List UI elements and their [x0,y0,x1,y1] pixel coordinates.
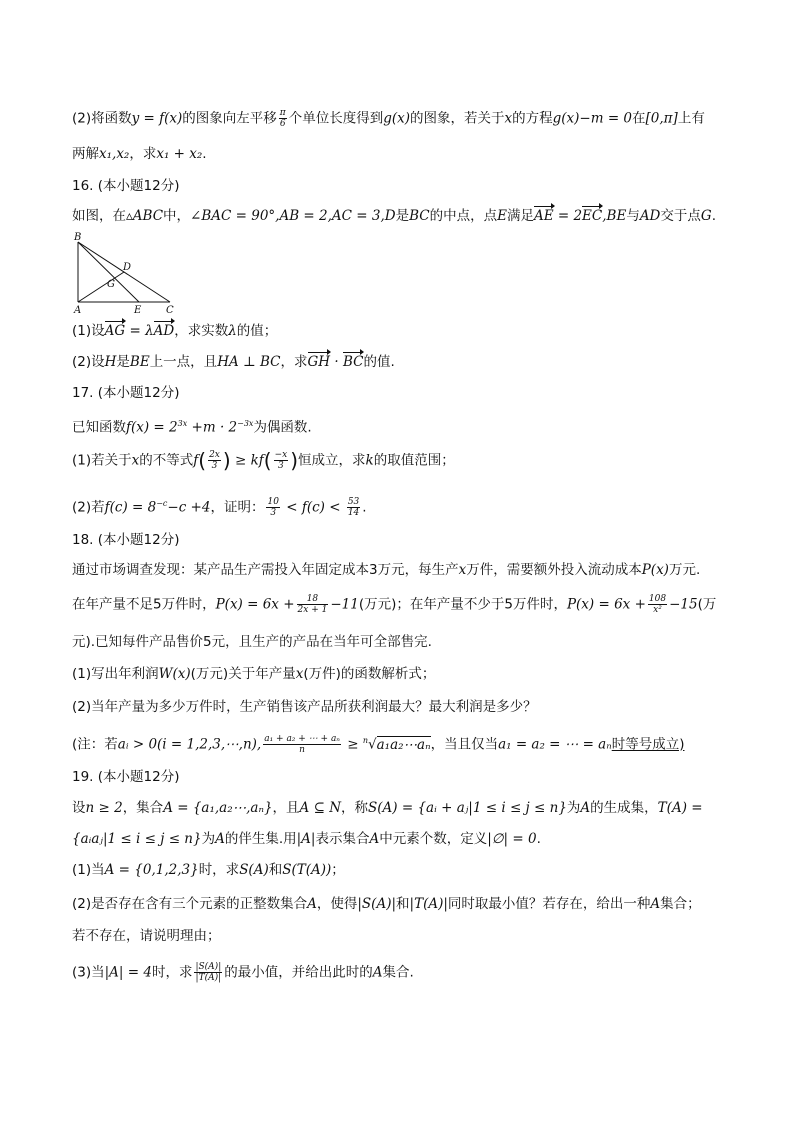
q19-part1 [72,860,345,880]
math: ∠BAC = 90°,AB = 2,AC = 3,D [190,208,396,224]
text: ，且 [272,800,300,816]
q16-header: 16. (本小题12分) [72,178,180,194]
fraction: $\frac{|S(A)|}{|T(A)|}$ [195,962,222,983]
text: 的伴生集.用 [224,831,297,847]
text: . [536,831,541,847]
text: . [711,208,716,224]
math: g(x)−m = 0 [552,110,633,127]
text: 的值. [363,354,395,370]
text: 的取值范围； [373,452,455,469]
text: (注：若 [72,736,118,753]
text: (万元)；在年产量不少于5万件时， [358,596,567,613]
fraction: $\frac{18}{2x + 1}$ [297,594,328,615]
text: 个单位长度得到 [288,110,384,127]
math: x₁ + x₂ [156,146,203,162]
text: 的图象，若关于 [410,110,505,127]
text: 上一点，且 [149,354,218,370]
math: A [369,831,380,847]
q19-header: 19. (本小题12分) [72,769,180,785]
vector-ec: EC [582,208,603,224]
q17-stem [72,414,312,438]
text: ，求 [280,354,308,370]
math: λ [228,323,237,339]
exponent: −c [156,499,168,508]
math: |T(A)| [409,896,448,912]
math: HA ⊥ BC [217,354,281,370]
math: H [104,354,117,370]
label-g: G [107,279,115,290]
q15-part2-line2 [72,144,207,164]
math: x₁,x₂ [99,146,130,162]
q18-line1 [72,560,700,580]
text: 时，求 [151,964,193,981]
math: S(T(A)) [282,862,332,878]
text: 恒成立，求 [298,452,366,469]
text: 满足 [506,208,534,224]
fraction: $\frac{108}{\text{x²}}$ [648,594,667,615]
radical-sign: √ [368,736,377,753]
q18-note [72,731,684,755]
math: A [372,964,383,981]
math: −15 [669,596,698,613]
fraction: $\frac{10}{3}$ [267,497,279,518]
q19-part3 [72,962,414,983]
math: P(x) = 6x + [566,596,646,613]
math: a₁ = a₂ = ⋯ = aₙ [498,736,612,753]
text: (万 [697,596,717,613]
math: A [307,896,317,912]
fraction-pi-over-6: $\frac{\pi}{6}$ [279,108,286,129]
text: . [202,146,207,162]
q18-part2: (2)当年产量为多少万件时，生产销售该产品所获利润最大？最大利润是多少？ [72,699,537,715]
math: BC [409,208,430,224]
text: (2)将函数 [72,110,132,127]
text: 如图，在 [72,208,126,224]
text: 万件，需要额外投入流动成本 [466,562,642,578]
radicand: a₁a₂⋯aₙ [376,736,431,753]
text: 与 [626,208,640,224]
math: f [193,452,199,469]
text: (1)当 [72,862,105,878]
math: n ≥ 2 [85,800,123,816]
text: 通过市场调查发现：某产品生产需投入年固定成本3万元，每生产 [72,562,459,578]
text: 的中点，点 [429,208,498,224]
text: ，当且仅当 [430,736,499,753]
text: 为 [201,831,216,847]
q19-part2-line1 [72,894,701,914]
segment-ad [78,272,124,302]
math: |A| = 4 [104,964,152,981]
text: 的生成集， [590,800,658,816]
math: P(x) [641,562,669,578]
label-b: B [74,232,82,243]
math: ≥ kf [230,452,264,469]
math: {aᵢaⱼ|1 ≤ i ≤ j ≤ n} [72,831,202,847]
text: 在年产量不足5万件时， [72,596,216,613]
label-d: D [123,262,132,273]
math: ▵ABC [126,208,164,224]
math: +m · 2 [187,419,238,436]
math: A [580,800,591,816]
text: 时等号成立) [611,736,685,753]
text: 的最小值，并给出此时的 [224,964,373,981]
q18-line2 [72,594,716,615]
text: 为 [566,800,581,816]
text: 和 [268,862,283,878]
exponent: 3x [177,419,188,428]
text: (万元)关于年产量 [190,666,296,682]
text: 的不等式 [139,452,194,469]
text: 上有 [677,110,705,127]
text: ，证明： [210,499,265,516]
q18-part1 [72,664,435,684]
math: = 2 [553,208,583,224]
vector-bc: BC [342,354,364,370]
math: W(x) [158,666,191,682]
math: y = f(x) [131,110,183,127]
math: aᵢ > 0(i = 1,2,3,⋯,n), [117,736,262,753]
text: (2)若 [72,499,105,516]
text: 设 [72,800,86,816]
text: 集合. [382,964,414,981]
text: (万件)的函数解析式； [303,666,436,682]
text: 同时取最小值？若存在，给出一种 [447,896,651,912]
text: 中元素个数，定义 [379,831,488,847]
math: k [365,452,374,469]
text: 的方程 [512,110,553,127]
text: ，使得 [316,896,358,912]
label-e: E [134,305,142,315]
math: x [131,452,140,469]
math: · [330,354,343,370]
q18-line3: 元).已知每件产品售价5元，且生产的产品在当年可全部售完. [72,634,432,650]
math: S(A) = {aᵢ + aⱼ|1 ≤ i ≤ j ≤ n} [368,800,567,816]
math: f(x) = 2 [126,419,178,436]
text: (1)设 [72,323,105,339]
math: BE [129,354,150,370]
label-a: A [74,305,82,315]
text: 万元. [668,562,701,578]
math: x [458,562,467,578]
q17-part2 [72,494,367,518]
text: . [362,499,367,516]
text: ，集合 [122,800,164,816]
math: A = {a₁,a₂⋯,aₙ} [163,800,273,816]
text: 两解 [72,146,99,162]
vector-ag: AG [104,323,126,339]
q17-part1: (1)若关于x的不等式f( $\frac{2x}{3}$ ) ≥ kf( $\frac{-x}{3}$ )恒成立，求k的取值范围； [72,448,455,473]
math: T(A) = [657,800,703,816]
text: ，求 [129,146,157,162]
text: 的图象向左平移 [182,110,277,127]
text: ，求实数 [174,323,229,339]
math: g(x) [383,110,411,127]
math: E [497,208,507,224]
text: 交于点 [660,208,701,224]
math: x [504,110,513,127]
math: [0,π] [645,110,678,127]
math: f(c) = 8 [104,499,157,516]
math: AD [639,208,661,224]
text: 时，求 [198,862,240,878]
exponent: −3x [237,419,254,428]
math: P(x) = 6x + [215,596,295,613]
text: (1)若关于 [72,452,132,469]
math: A ⊆ N [299,800,342,816]
math: |∅| = 0 [487,831,537,847]
text: 是 [395,208,410,224]
q19-line1 [72,798,703,818]
text: ，称 [341,800,369,816]
q17-header: 17. (本小题12分) [72,385,180,401]
fraction: $\frac{2x}{3}$ [209,450,220,471]
triangle-figure [68,230,183,315]
label-c: C [166,305,174,315]
text: 是 [116,354,130,370]
q19-part2-line2: 若不存在，请说明理由； [72,928,221,944]
math: A [215,831,225,847]
math: |A| [296,831,316,847]
text: (2)是否存在含有三个元素的正整数集合 [72,896,308,912]
text: (2)设 [72,354,105,370]
q16-stem [72,206,716,226]
text: 已知函数 [72,419,126,436]
text: (3)当 [72,964,105,981]
vector-gh: GH [307,354,331,370]
math: S(A) [239,862,269,878]
root-index: n [362,736,369,745]
math: ≥ [342,736,363,753]
text: 为偶函数. [253,419,312,436]
math: |S(A)| [357,896,397,912]
q16-part1 [72,321,277,341]
math: = λ [125,323,154,339]
math: A = {0,1,2,3} [104,862,199,878]
math: ,BE [602,208,627,224]
math: G [700,208,712,224]
vector-ae: AE [533,208,554,224]
q15-part2-line1 [72,108,705,129]
q19-line2 [72,829,541,849]
text: 中， [163,208,191,224]
text: 表示集合 [315,831,370,847]
q16-part2 [72,352,395,372]
math: A [650,896,661,912]
text: (1)写出年利润 [72,666,159,682]
text: ； [331,862,345,878]
math: x [295,666,304,682]
fraction: $\frac{-x}{3}$ [274,450,288,471]
text: 集合； [660,896,701,912]
text: 和 [396,896,410,912]
text: 的值； [236,323,278,339]
text: 在 [632,110,646,127]
fraction: $\frac{\text{a₁ + a₂ + ⋯ + aₙ}}{n}$ [264,734,340,755]
q18-header: 18. (本小题12分) [72,532,180,548]
vector-ad: AD [153,323,175,339]
math: < f(c) < [281,499,345,516]
math: −c +4 [167,499,211,516]
math: −11 [330,596,359,613]
fraction: $\frac{53}{14}$ [347,497,360,518]
